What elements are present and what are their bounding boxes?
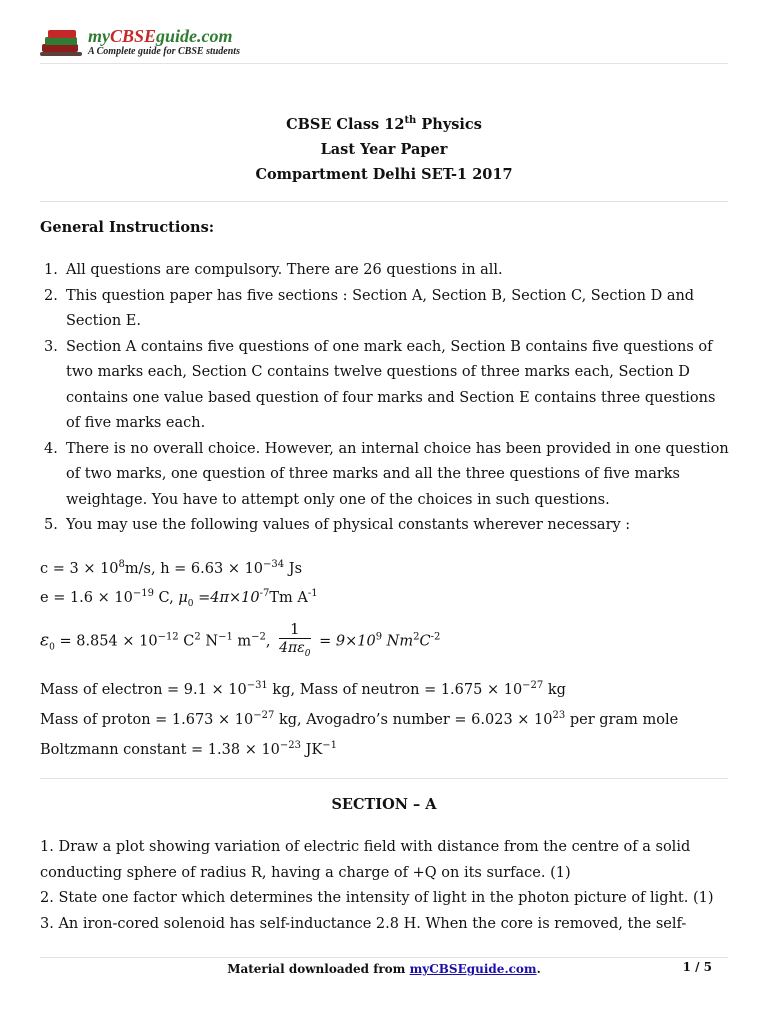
question-3: 3. An iron-cored solenoid has self-inductance 2.8 H. When the core is removed, the self- <box>40 915 687 932</box>
list-item: 5. You may use the following values of physical constants wherever necessary : <box>44 517 631 533</box>
books-icon <box>40 26 84 58</box>
header-divider <box>40 63 728 64</box>
list-item: 2. This question paper has five sections : Section A, Section B, Section C, Section D and Section E. <box>44 287 695 329</box>
constants-line-4: Mass of electron = $9.1 \times 10^{-31}$ kg, Mass of neutron = $1.675 \times 10^{-27}$ kg <box>40 680 566 698</box>
fraction: $\frac{1}{4\pi\varepsilon_0}$ <box>279 620 311 659</box>
constants-line-1: $c = 3 \times 10^8m/s$, $h = 6.63 \times 10^{-34}$ Js <box>40 559 303 577</box>
footer-link[interactable]: myCBSEguide.com <box>409 962 537 976</box>
page-title: CBSE Class 12th Physics Last Year Paper Compartment Delhi SET-1 2017 <box>255 115 513 183</box>
list-item: 4. There is no overall choice. However, an internal choice has been provided in one question of two marks, one question of three marks and all the three questions of five marks weightage. You have to attempt only one of the choices in such questions. <box>44 440 729 508</box>
instructions-heading: General Instructions: <box>40 219 215 236</box>
footer-text: Material downloaded from <box>227 962 410 976</box>
constants-line-2: $e = 1.6 \times 10^{-19}$ C, $\mu_0 =4\pi\times 10^{-7}Tm$ $A^{-1}$ <box>40 588 318 609</box>
logo-name: myCBSEguide.com <box>88 26 233 46</box>
section-a-questions <box>40 835 730 937</box>
constants-line-5: Mass of proton = $1.673 \times 10^{-27}$ kg, Avogadro’s number = $6.023 \times 10^{23}$ per gram mole <box>40 710 679 728</box>
title-divider <box>40 201 728 202</box>
instructions-list <box>40 258 730 539</box>
footer-divider <box>40 957 728 958</box>
constants-line-3: $\varepsilon_0 = 8.854 \times 10^{-12}$ $C^2$ $N^{-1}$ $m^{-2}$, $\frac{1}{4\pi\varepsilon_0}$ = $9\times 10^9$ $Nm^2C^{-2}$ <box>40 620 440 663</box>
question-2: 2. State one factor which determines the intensity of light in the photon picture of light. (1) <box>40 890 714 906</box>
logo-tagline: A Complete guide for CBSE students <box>88 46 240 57</box>
question-1: 1. Draw a plot showing variation of electric field with distance from the centre of a solid conducting sphere of radius R, having a charge of +Q on its surface. (1) <box>40 839 691 881</box>
constants-divider <box>40 778 728 779</box>
list-item: 3. Section A contains five questions of one mark each, Section B contains five questions of two marks each, Section C contains twelve questions of three marks each, Section D contains one value based question of four marks and Section E contains three questions of five marks each. <box>44 338 716 431</box>
constants-line-6: Boltzmann constant = $1.38 \times 10^{-23}$ $JK^{-1}$ <box>40 740 338 758</box>
page-number: 1 / 5 <box>682 960 712 974</box>
list-item: 1. All questions are compulsory. There are 26 questions in all. <box>44 262 503 278</box>
site-logo[interactable] <box>40 22 240 62</box>
section-a-title: SECTION – A <box>331 796 437 813</box>
